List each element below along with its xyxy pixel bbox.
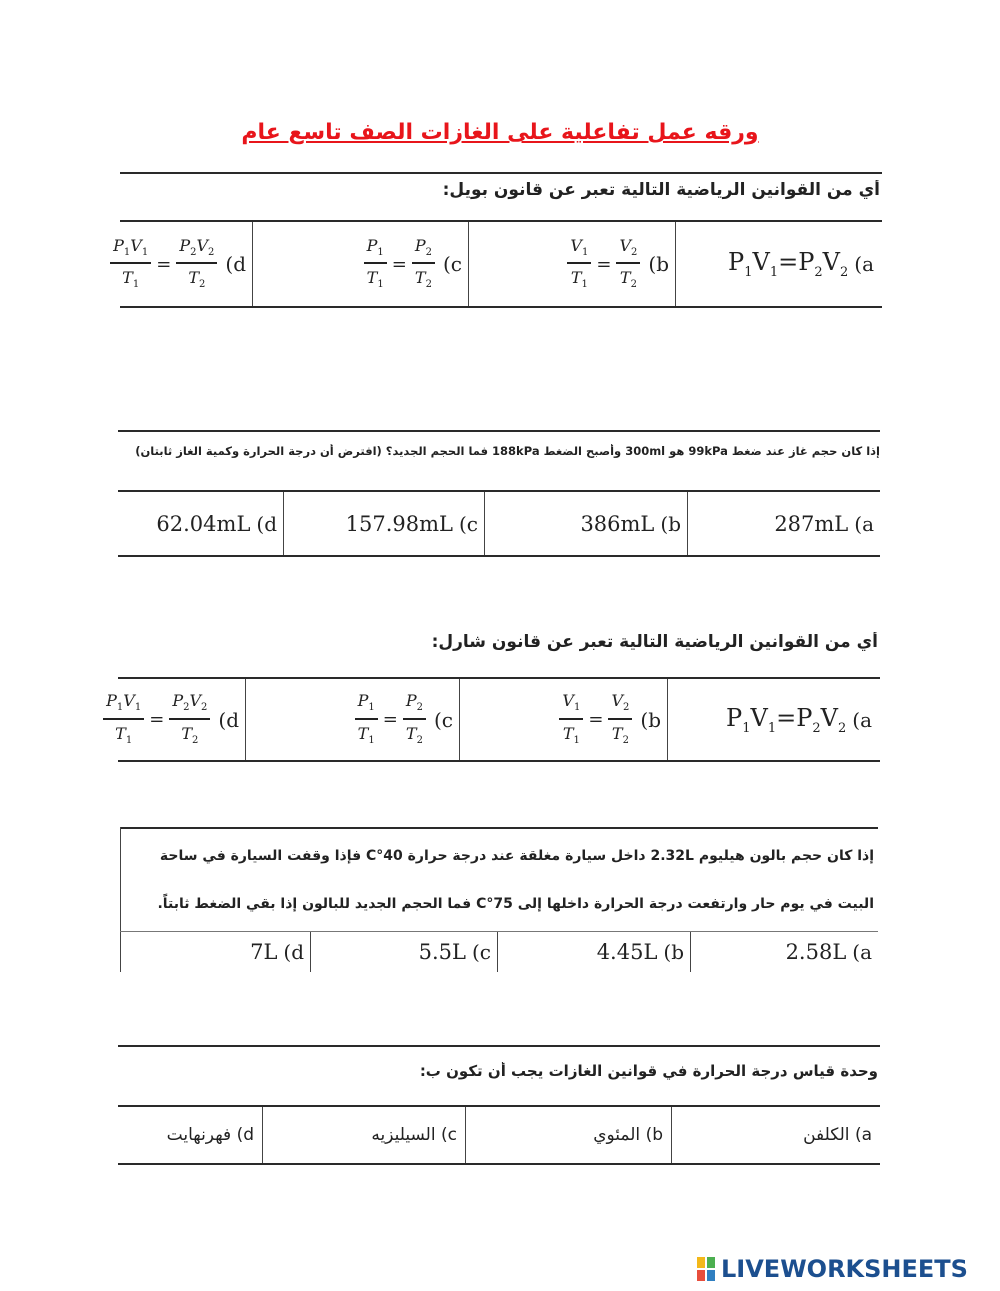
fraction-p2-t2: $\frac{P_2}{T_2}$ xyxy=(412,238,435,290)
fraction-v1-t1: $\frac{V_1}{T_1}$ xyxy=(559,693,583,745)
boyle-equation: $P_1V_1=P_2V_2$ xyxy=(726,703,847,736)
q4-option-a[interactable]: 2.58L (a xyxy=(785,940,872,964)
liveworksheets-icon xyxy=(697,1257,715,1281)
q4-text: إذا كان حجم بالون هيليوم 2.32L داخل سيارة مغلقة عند درجة حرارة 40°C فإذا وقفت السيارة في ساحة البيت في يوم حار وارتفعت درجة الحرارة داخلها إلى 75°C فما الحجم الجديد للبالون إذا بقي الضغط ثابتاً. xyxy=(157,848,874,912)
q1-option-a[interactable] xyxy=(676,222,880,306)
q4-option-b[interactable]: 4.45L (b xyxy=(596,940,684,964)
q3-table-bottom xyxy=(118,760,880,762)
option-label: (d xyxy=(225,252,246,276)
q2-option-a[interactable]: 287mL (a xyxy=(774,511,874,536)
icon-square xyxy=(707,1257,715,1268)
fraction-p1-t1: $\frac{P_1}{T_1}$ xyxy=(355,693,378,745)
q2-text: إذا كان حجم غاز عند ضغط 99kPa هو 300ml وأصبح الضغط 188kPa فما الحجم الجديد؟ (افترض أن درجة الحرارة وكمية الغاز ثابتان) xyxy=(135,444,880,458)
worksheet-title: ورقه عمل تفاعلية على الغازات الصف تاسع عام xyxy=(241,120,759,145)
q1-text: أي من القوانين الرياضية التالية تعبر عن قانون بويل: xyxy=(442,180,880,200)
q2-table-bottom xyxy=(118,555,880,557)
liveworksheets-logo xyxy=(697,1255,968,1283)
option-label: (a xyxy=(854,252,874,276)
q5-top-border xyxy=(118,1045,880,1047)
q4-top-border xyxy=(120,827,878,829)
brand-name: LIVEWORKSHEETS xyxy=(721,1255,968,1283)
fraction-p1v1-t1: $\frac{P_1V_1}{T_1}$ xyxy=(103,693,144,745)
q1-option-b[interactable]: $\frac{V_1}{T_1}$ = $\frac{V_2}{T_2}$ (b xyxy=(469,222,675,306)
q2-option-b[interactable]: 386mL (b xyxy=(580,511,681,536)
fraction-p2-t2: $\frac{P_2}{T_2}$ xyxy=(403,693,426,745)
q4-option-c[interactable]: 5.5L (c xyxy=(418,940,491,964)
q1-top-border xyxy=(120,172,882,174)
q1-option-d[interactable]: $\frac{P_1V_1}{T_1}$ = $\frac{P_2V_2}{T_2}$ (d xyxy=(120,222,252,306)
fraction-v2-t2: $\frac{V_2}{T_2}$ xyxy=(616,238,640,290)
option-label: (c xyxy=(442,252,462,276)
icon-square xyxy=(707,1270,715,1281)
fraction-p2v2-t2: $\frac{P_2V_2}{T_2}$ xyxy=(176,238,217,290)
q2-option-d[interactable]: 62.04mL (d xyxy=(156,511,277,536)
option-label: (b xyxy=(648,252,669,276)
q1-option-c[interactable]: $\frac{P_1}{T_1}$ = $\frac{P_2}{T_2}$ (c xyxy=(253,222,468,306)
icon-square xyxy=(697,1270,705,1281)
q2-option-c[interactable]: 157.98mL (c xyxy=(345,511,478,536)
q5-option-c[interactable]: c) السيليزيه xyxy=(371,1125,457,1145)
q5-option-b[interactable]: b) المئوي xyxy=(593,1125,663,1145)
q3-option-d[interactable]: $\frac{P_1V_1}{T_1}$ = $\frac{P_2V_2}{T_2}$ (d xyxy=(118,679,245,760)
fraction-v1-t1: $\frac{V_1}{T_1}$ xyxy=(567,238,591,290)
boyle-equation: $P_1V_1=P_2V_2$ xyxy=(728,248,849,280)
q2-top-border xyxy=(118,430,880,432)
q3-option-c[interactable]: $\frac{P_1}{T_1}$ = $\frac{P_2}{T_2}$ (c xyxy=(246,679,459,760)
q3-option-a[interactable]: $P_1V_1=P_2V_2$ (a xyxy=(726,703,872,736)
fraction-p1-t1: $\frac{P_1}{T_1}$ xyxy=(364,238,387,290)
q1-table-bottom xyxy=(120,306,882,308)
q3-option-b[interactable]: $\frac{V_1}{T_1}$ = $\frac{V_2}{T_2}$ (b xyxy=(460,679,667,760)
q4-option-d[interactable]: 7L (d xyxy=(250,940,304,964)
icon-square xyxy=(697,1257,705,1268)
q3-text: أي من القوانين الرياضية التالية تعبر عن قانون شارل: xyxy=(431,632,878,652)
q5-text: وحدة قياس درجة الحرارة في قوانين الغازات يجب أن تكون ب: xyxy=(419,1062,878,1080)
q5-option-d[interactable]: d) فهرنهايت xyxy=(166,1125,254,1145)
fraction-v2-t2: $\frac{V_2}{T_2}$ xyxy=(608,693,632,745)
fraction-p2v2-t2: $\frac{P_2V_2}{T_2}$ xyxy=(169,693,210,745)
q5-table-bottom xyxy=(118,1163,880,1165)
fraction-p1v1-t1: $\frac{P_1V_1}{T_1}$ xyxy=(110,238,151,290)
q5-option-a[interactable]: a) الكلفن xyxy=(803,1125,872,1145)
